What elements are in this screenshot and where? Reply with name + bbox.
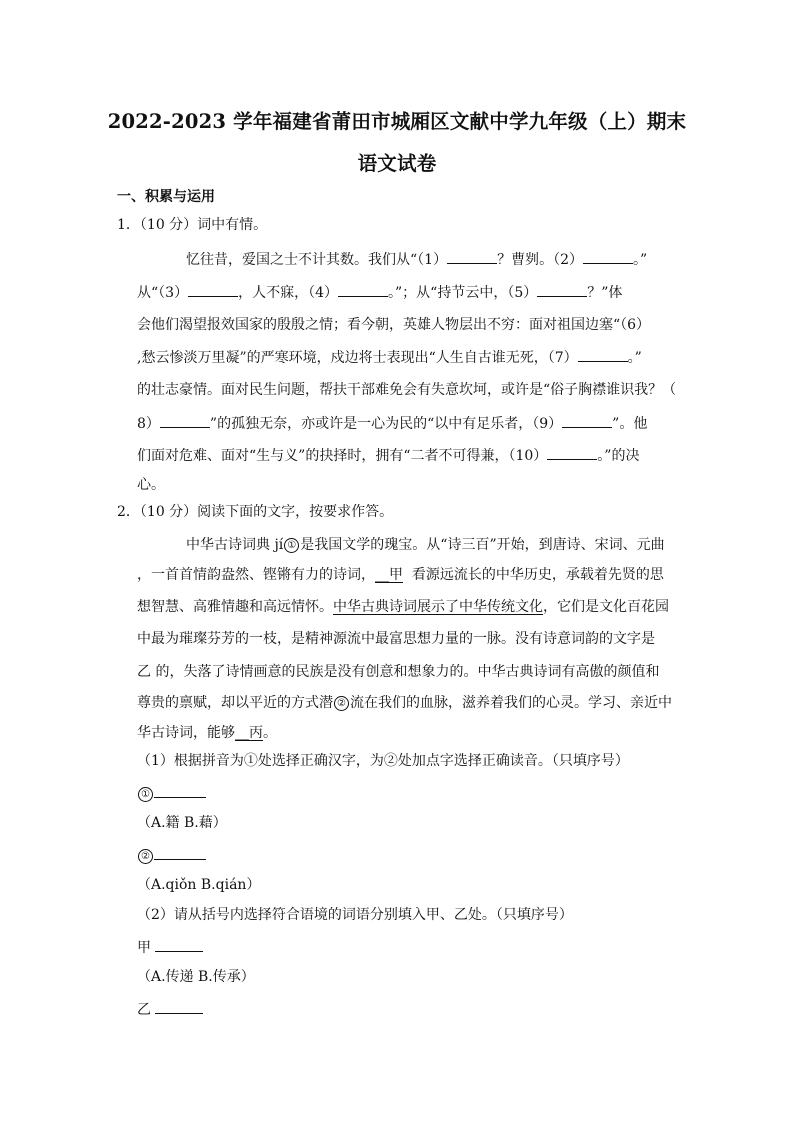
q2-text: 想智慧、高雅情趣和高远情怀。 xyxy=(137,599,333,615)
q2-text: 是我国文学的瑰宝。从“诗三百”开始，到唐诗、宋词、元曲 xyxy=(300,537,665,553)
blank-bing: __丙 xyxy=(235,725,263,741)
q2-text: ，一首首情韵盎然、铿锵有力的诗词， xyxy=(137,567,375,583)
answer-row-1 xyxy=(137,784,206,803)
q2-text: 华古诗词，能够 xyxy=(137,725,235,741)
q1-text: 。” xyxy=(627,350,642,366)
q1-text: 8） xyxy=(137,416,160,432)
answer-blank[interactable] xyxy=(188,283,238,297)
q1-line-2 xyxy=(137,283,622,302)
section-heading: 一、积累与运用 xyxy=(117,189,215,205)
q2-text: 中华古诗词典 jí xyxy=(186,537,284,553)
q2-stem: 2．（10 分）阅读下面的文字，按要求作答。 xyxy=(117,504,394,520)
q2-passage-line-6 xyxy=(137,694,672,712)
q1-stem: 1．（10 分）词中有情。 xyxy=(117,217,268,233)
q1-text: 。” xyxy=(633,252,648,268)
q2-text: ，它们是文化百花园 xyxy=(543,599,669,615)
answer-row-yi xyxy=(137,1000,203,1019)
answer-blank[interactable] xyxy=(583,250,633,264)
answer-blank[interactable] xyxy=(154,846,206,860)
q1-text: 。”；从“持节云中，（5） xyxy=(388,285,538,301)
q1-text: ？”体 xyxy=(587,285,623,301)
answer-blank[interactable] xyxy=(160,414,210,428)
blank-jia: __甲 xyxy=(375,567,403,583)
q1-line-7 xyxy=(137,446,639,465)
underlined-sentence: 中华古典诗词展示了中华传统文化 xyxy=(333,599,543,615)
q1-text: 忆往昔，爱国之士不计其数。我们从“（1） xyxy=(186,252,448,268)
q1-text: 们面对危难、面对“生与义”的抉择时，拥有“二者不可得兼，（10） xyxy=(137,448,548,464)
q2-passage-line-2 xyxy=(137,566,664,584)
q1-text: ,愁云惨淡万里凝”的严寒环境，戍边将士表现出“人生自古谁无死，（7） xyxy=(137,350,578,366)
q1-text: 心。 xyxy=(137,477,165,493)
q1-line-6 xyxy=(137,414,647,433)
options-1: （A.籍 B.藉） xyxy=(137,815,227,831)
q1-text: 的壮志豪情。面对民生问题，帮扶干部难免会有失意坎坷，或许是“俗子胸襟谁识我？（ xyxy=(137,382,677,398)
q1-line-5 xyxy=(137,381,676,399)
answer-blank[interactable] xyxy=(155,938,203,952)
yi-label: 乙 xyxy=(137,1002,151,1018)
answer-blank[interactable] xyxy=(537,283,587,297)
answer-blank[interactable] xyxy=(562,414,612,428)
answer-blank[interactable] xyxy=(447,250,497,264)
circle-mark-1: ① xyxy=(284,538,299,553)
q2-text: 看源远流长的中华历史，承载着先贤的思 xyxy=(403,567,664,583)
q1-text: ”。他 xyxy=(612,416,648,432)
answer-blank[interactable] xyxy=(578,348,628,362)
answer-row-jia xyxy=(137,938,203,957)
q1-text: 会他们渴望报效国家的殷殷之情；看今朝，英雄人物层出不穷：面对祖国边塞“（6） xyxy=(137,317,651,333)
jia-label: 甲 xyxy=(137,940,151,956)
circle-mark-1: ① xyxy=(138,787,153,802)
q1-text: 。”的决 xyxy=(597,448,640,464)
q2-passage-line-7 xyxy=(137,724,277,742)
q2-text: 。 xyxy=(263,725,277,741)
sub-question-1: （1）根据拼音为①处选择正确汉字，为②处加点字选择正确读音。（只填序号） xyxy=(137,753,629,769)
q1-text: ”的孤独无奈，亦或许是一心为民的“以中有足乐者，（9） xyxy=(209,416,563,432)
exam-title-line2: 语文试卷 xyxy=(357,152,437,175)
q1-line-8 xyxy=(137,476,165,494)
options-2: （A.qiǒn B.qián） xyxy=(137,877,261,893)
q2-text: 尊贵的禀赋，却以平近的方式潜 xyxy=(137,695,333,711)
q1-text: 从“（3） xyxy=(137,285,189,301)
q2-passage-line-1 xyxy=(186,536,665,554)
options-3: （A.传递 B.传承） xyxy=(137,969,255,985)
circle-mark-2: ② xyxy=(334,696,349,711)
answer-blank[interactable] xyxy=(547,446,597,460)
answer-blank[interactable] xyxy=(155,1000,203,1014)
q1-line-3 xyxy=(137,316,650,334)
sub-question-2: （2）请从括号内选择符合语境的词语分别填入甲、乙处。（只填序号） xyxy=(137,907,573,923)
answer-blank[interactable] xyxy=(154,784,206,798)
answer-blank[interactable] xyxy=(338,283,388,297)
q2-text: 流在我们的血脉，滋养着我们的心灵。学习、亲近中 xyxy=(350,695,672,711)
circle-mark-2: ② xyxy=(138,849,153,864)
answer-row-2 xyxy=(137,846,206,865)
q1-line-1 xyxy=(186,250,647,269)
q1-text: ？曹刿。（2） xyxy=(497,252,583,268)
q2-passage-line-3 xyxy=(137,598,669,616)
q2-passage-line-5: 乙 的，失落了诗情画意的民族是没有创意和想象力的。中华古典诗词有高傲的颜值和 xyxy=(137,664,660,680)
q2-passage-line-4: 中最为璀璨芬芳的一枝，是精神源流中最富思想力量的一脉。没有诗意词韵的文字是 xyxy=(137,631,655,647)
q1-text: ，人不寐，（4） xyxy=(238,285,338,301)
exam-title-line1: 2022-2023 学年福建省莆田市城厢区文献中学九年级（上）期末 xyxy=(107,110,687,133)
q1-line-4 xyxy=(137,348,642,367)
